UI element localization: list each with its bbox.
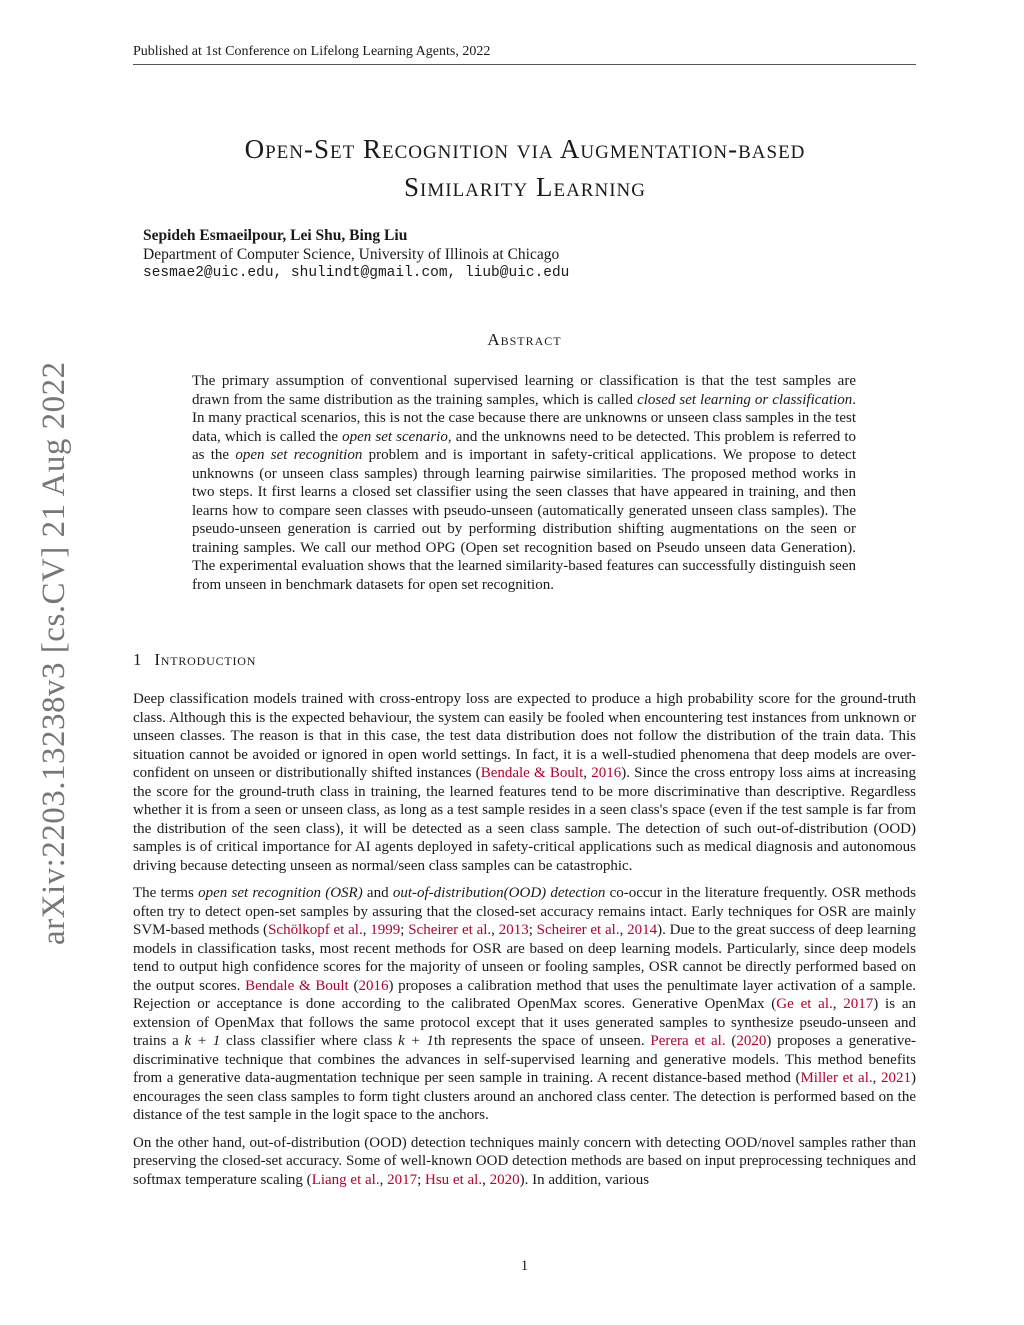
citation-link[interactable]: 2020 <box>489 1171 520 1188</box>
section-number: 1 <box>133 650 143 669</box>
citation-link[interactable]: 2020 <box>736 1033 767 1049</box>
math-k-plus-1: k + 1 <box>398 1033 434 1049</box>
author-block <box>143 226 569 283</box>
paragraph-3: On the other hand, out-of-distribution (OOD) detection techniques mainly concern with detecting OOD/novel samples rather than preserving the closed-set accuracy. Some of well-known OOD detection methods are based on input preprocessing techniques and softmax temperature scaling (Liang et al., 2017; Hsu et al., 2020). In addition, various <box>133 1134 916 1188</box>
page-number: 1 <box>520 1258 529 1274</box>
author-emails: sesmae2@uic.edu, shulindt@gmail.com, liub@uic.edu <box>143 265 570 281</box>
citation-link[interactable]: 2017 <box>387 1171 418 1188</box>
citation-link[interactable]: Schölkopf et al. <box>268 922 363 938</box>
title-line-1: Open-Set Recognition via Augmentation-based <box>244 134 806 164</box>
citation-link[interactable]: Ge et al. <box>776 996 833 1012</box>
citation-link[interactable]: 2014 <box>627 922 658 938</box>
arxiv-identifier: arXiv:2203.13238v3 [cs.CV] 21 Aug 2022 <box>36 361 72 945</box>
paragraph-2: The terms open set recognition (OSR) and out-of-distribution(OOD) detection co-occur in the literature frequently. OSR methods often try to detect open-set samples by assuring that the closed-set accuracy remains intact. Early techniques for OSR are mainly SVM-based methods (Schölkopf et al., 1999; Scheirer et al., 2013; Scheirer et al., 2014). Due to the great success of deep learning models in classification tasks, most recent methods for OSR are based on deep learning models. Particularly, since deep models tend to output high confidence scores for the majority of unseen or fooling samples, OSR cannot be directly performed based on the output scores. Bendale & Boult (2016) proposes a calibration method that uses the penultimate layer activation of a sample. Rejection or acceptance is done according to the calibrated OpenMax scores. Generative OpenMax (Ge et al., 2017) is an extension of OpenMax that follows the same protocol except that it uses generated samples to synthesize pseudo-unseen and trains a k + 1 class classifier where class k + 1th represents the space of unseen. Perera et al. (2020) proposes a generative-discriminative technique that combines the advances in self-supervised learning and generative models. This method benefits from a generative data-augmentation technique per seen sample in training. A recent distance-based method (Miller et al., 2021) encourages the seen class samples to form tight clusters around an anchored class center. The detection is performed based on the distance of the test sample in the logit space to the anchors. <box>133 885 917 1123</box>
citation-link[interactable]: Bendale & Boult <box>245 977 349 994</box>
author-names: Sepideh Esmaeilpour, Lei Shu, Bing Liu <box>143 227 408 244</box>
section-body <box>133 690 916 1198</box>
section-title: Introduction <box>154 650 257 669</box>
running-header: Published at 1st Conference on Lifelong Learning Agents, 2022 <box>133 44 916 65</box>
math-k-plus-1: k + 1 <box>184 1033 221 1049</box>
abstract-heading: Abstract <box>487 330 562 349</box>
citation-link[interactable]: Miller et al. <box>800 1070 873 1086</box>
title-line-2: Similarity Learning <box>404 172 646 202</box>
author-affiliation: Department of Computer Science, University of Illinois at Chicago <box>143 246 560 263</box>
paper-title <box>150 130 900 206</box>
citation-link[interactable]: Bendale & Boult <box>480 765 584 781</box>
citation-link[interactable]: Perera et al. <box>650 1033 726 1049</box>
citation-link[interactable]: 2017 <box>843 996 874 1012</box>
citation-link[interactable]: 2016 <box>358 977 389 994</box>
citation-link[interactable]: Hsu et al. <box>425 1171 483 1188</box>
section-heading <box>133 650 256 670</box>
citation-link[interactable]: 1999 <box>370 922 401 938</box>
citation-link[interactable]: 2021 <box>881 1070 912 1086</box>
abstract-text: The primary assumption of conventional supervised learning or classification is that the test samples are drawn from the same distribution as the training samples, which is called closed set learning or classification. In many practical scenarios, this is not the case because there are unknowns or unseen class samples in the test data, which is called the open set scenario, and the unknowns need to be detected. This problem is referred to as the open set recognition problem and is important in safety-critical applications. We propose to detect unknowns (or unseen class samples) through learning pairwise similarities. The proposed method works in two steps. It first learns a closed set classifier using the seen classes that have appeared in training, and then learns how to compare seen classes with pseudo-unseen (automatically generated unseen class samples). The pseudo-unseen generation is carried out by performing distribution shifting augmentations on the seen or training samples. We call our method OPG (Open set recognition based on Pseudo unseen data Generation). The experimental evaluation shows that the learned similarity-based features can successfully distinguish seen from unseen in benchmark datasets for open set recognition. <box>192 373 856 593</box>
paragraph-1: Deep classification models trained with cross-entropy loss are expected to produce a high probability score for the ground-truth class. Although this is the expected behaviour, the system can easily be fooled when encountering test instances from unknown or unseen classes. The reason is that in this case, the test data distribution does not follow the distribution of the train data. This situation cannot be avoided or ignored in open world settings. In fact, it is a well-studied phenomena that deep models are over-confident on unseen or distributionally shifted instances (Bendale & Boult, 2016). Since the cross entropy loss aims at increasing the score for the ground-truth class in training, the learned features tend to be more discriminative than descriptive. Regardless whether it is from a seen or unseen class, as long as a test sample resides in a seen class's space (even if the test sample is far from the distribution of the seen class), it will be detected as a seen class sample. The detection of such out-of-distribution (OOD) samples is of critical importance for AI agents deployed in safety-critical applications such as medical diagnosis and autonomous driving because detecting unseen as normal/seen class samples can be catastrophic. <box>133 691 917 874</box>
citation-link[interactable]: Liang et al. <box>311 1171 380 1188</box>
citation-link[interactable]: 2013 <box>498 922 529 938</box>
citation-link[interactable]: 2016 <box>591 765 622 781</box>
citation-link[interactable]: Scheirer et al. <box>536 922 620 938</box>
citation-link[interactable]: Scheirer et al. <box>408 922 492 938</box>
